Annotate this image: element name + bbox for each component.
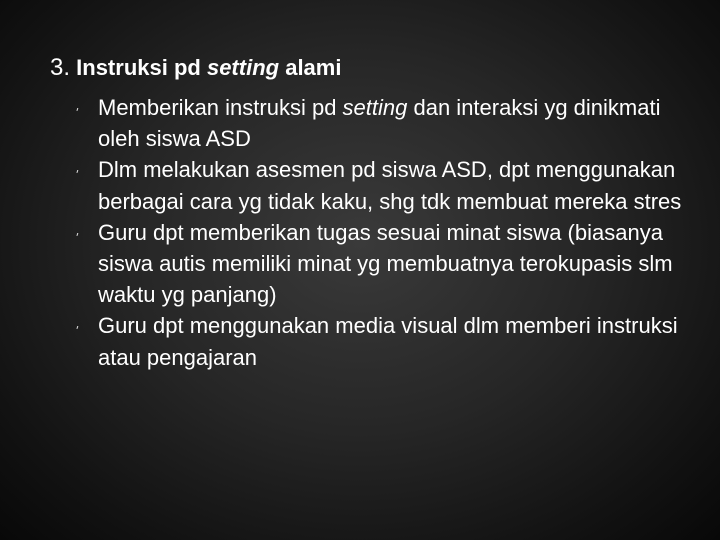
bullet-text: Guru dpt menggunakan media visual dlm memberi instruksi atau pengajaran [98,313,678,370]
bullet-item [76,154,696,216]
bullet-italic-term: setting [342,95,408,120]
tick-mark-icon: ⸴ [76,224,80,239]
bullet-text: Memberikan instruksi pd [98,95,343,120]
heading-prefix: Instruksi pd [76,55,201,80]
tick-mark-icon: ⸴ [76,100,80,114]
bullet-text: Dlm melakukan asesmen pd siswa ASD, dpt menggunakan berbagai cara yg tidak kaku, shg tdk membuat mereka stres [98,157,682,214]
bullet-item [76,92,696,154]
slide-heading [50,52,341,84]
bullet-item [76,217,696,311]
tick-mark-icon: ⸴ [76,318,80,333]
tick-mark-icon: ⸴ [76,162,80,177]
heading-number: 3. [50,54,71,81]
bullet-list [76,92,696,373]
heading-suffix: alami [285,55,342,80]
bullet-text: Guru dpt memberikan tugas sesuai minat siswa (biasanya siswa autis memiliki minat yg membuatnya terokupasis slm waktu yg panjang) [98,219,673,308]
bullet-text-end: dan interaksi yg dinikmati oleh siswa ASD [98,95,661,152]
heading-italic-term: setting [206,55,280,80]
bullet-item [76,310,696,372]
